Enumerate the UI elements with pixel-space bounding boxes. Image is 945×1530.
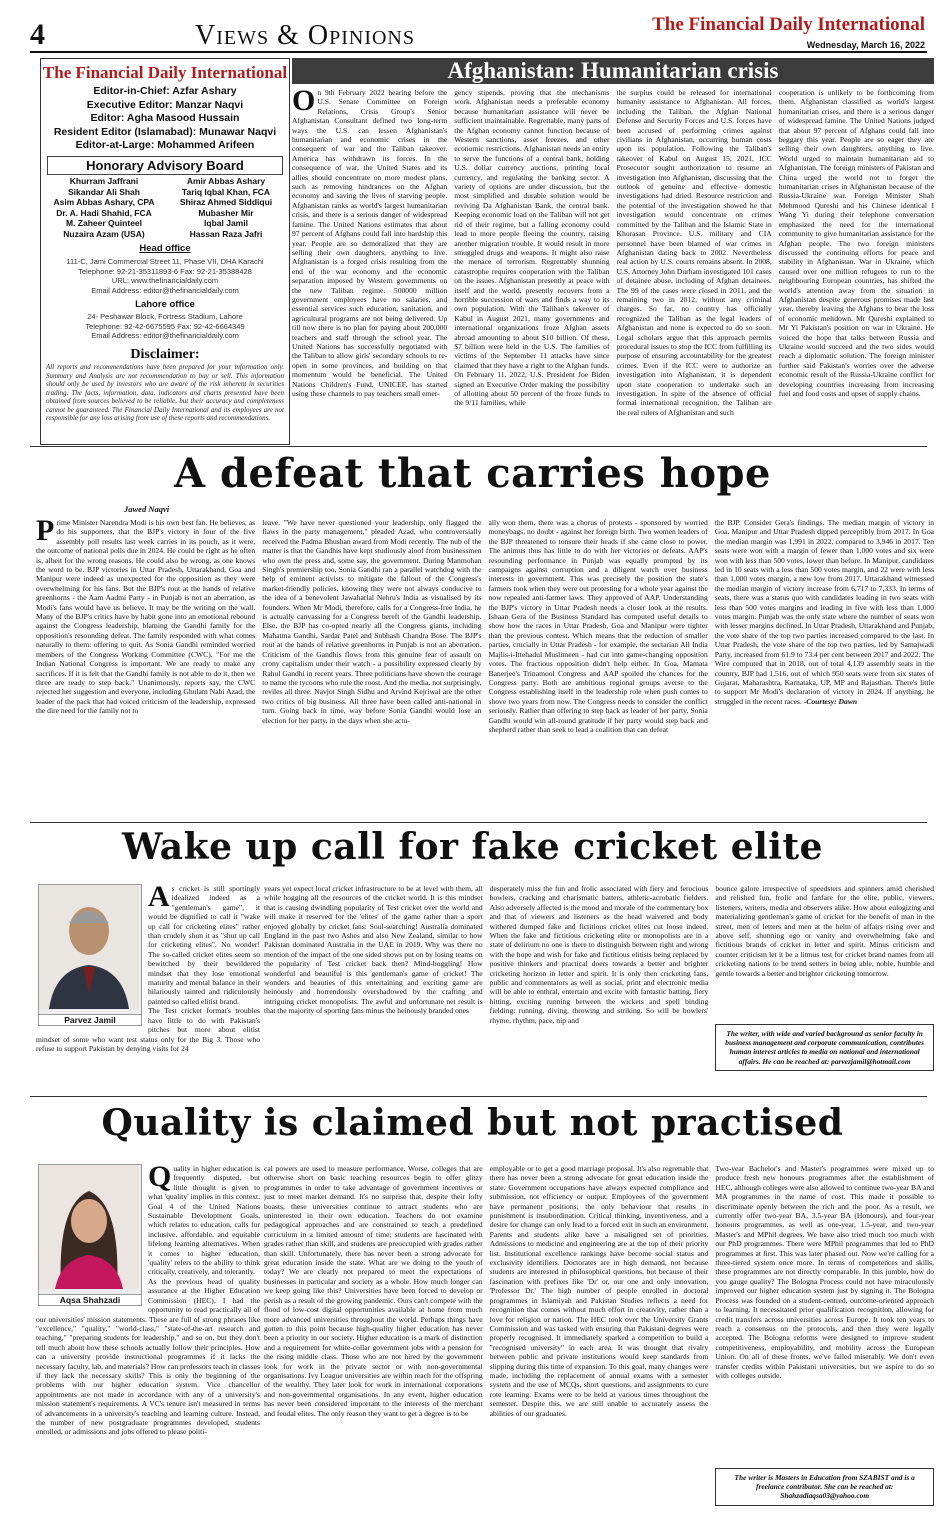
- article-column: employable or to get a good marriage proposal. It's also regrettable that there has never been a strong advocate for great education inside the state. Government occupations have always expected compliance and submission, not efficiency or output. Employees of the government have permanent positions; the only behaviour that results in punishment is insubordination. Critical thinking, inventiveness, and a desire for change can only lead to a forced exit in such an environment. Parents and students alike have a misaligned set of priorities. Admissions to medicine and engineering are at the top of their priority list. Institutional excellence rankings have become social status and exclusivity identifiers. Doctorates are in high demand, not because students are interested in philosophical questions, but because of their fascination with prefixes like 'Dr' or, our one and only innovation, 'Professor Dr.' The high number of people enrolled in doctoral programmes in Islamiyah and Pakistan Studies reflects a need for recognition that comes without much effort in creativity, rather than a love for religion or nation. The HEC took over the University Grants Commission and was tasked with ensuring that Pakistani degrees were properly recognised. It immediately sparked a competition to build a "recognised university" in each area. It was thought that rivalry between public and private institutions would keep standards from slipping during this time of expansion. To this goal, many changes were made, including the replacement of annual exams with a semester system and the use of MCQs, short questions, and assignments to cure rote learning. Exams were to be held at various times throughout the semester. Despite this, we are still unable to accurately assess the abilities of our graduates.: [489, 1164, 709, 1418]
- intro-text: s cricket is still sportingly idealized indeed as a "gentleman's game", it would be dignified to call it "wake up call for cricketing elites" rather than crudely shun it as "shut up call for cricketing elites". No wonder! The so-called cricket elites seem so bewitched by their bewildered mindset that they lose emotional maturity and mental balance in their hilariously tainted and ridiculously painted so called elitist brand.: [148, 884, 260, 1006]
- article-column: [36, 518, 255, 818]
- editor-list: [41, 85, 289, 153]
- advisory-board-title: Honorary Advisory Board: [47, 156, 283, 175]
- board-member: Mubasher Mir: [198, 207, 254, 218]
- dropcap: Q: [148, 1164, 172, 1193]
- photo-spacer: [36, 884, 148, 1030]
- article-column: ally won them, there was a chorus of protests - sponsored by worried moneybags, no doubt - against her foreign birth. Two women leaders of the BJP threatened to tonsure their heads if she came close to power. The animus thus has little to do with her victories or defeats. AAP's resounding performance in Punjab was equally prompted by its campaigns against corruption and a diligent watch over business interests in government. This was precisely the position the state's farmers took when they were out protesting for a whole year against the now repealed anti-farmer laws. They approved of AAP. Understanding the BJP's victory in Uttar Pradesh needs a closer look at the results. Ishaan Gera of the Business Standard has computed useful details to show how the races in Uttar Pradesh, Goa and Manipur were tighter than the previous contest. Which means that the reduction of smaller parties, crucially in Uttar Pradesh - for example, the sectarian All India Majlis-i-Ittehadul Muslimeen - had cut into game-changing opposition votes. The fractious opposition didn't help either. In Goa, Mamata Banerjee's Trinamool Congress and AAP spoiled the chances for the Congress party. Both are ambitious regional groups averse to the Congress establishing itself in the leadership role when push comes to shove two years from now. The Congress needs to consider the conflict seriously. Rather than offering to step back as leader of her party, Sonia Gandhi would win all-round gratitude if her party would step back and shepherd rather than seek to lead a coalition that can defeat: [488, 518, 708, 734]
- column-text: bounce galore irrespective of speedsters and spinners amid cherished and relished fun, frolic and fanfare for the elite, public, viewers, listeners, writers, media and observers alike. How about eulogizing and materializing gentleman's game of cricket for the benefit of man in the street, men of letters and men at the helm of affairs rising over and above self, shunning ego or vanity and overwhelming fake and fictitious brands of cricket in letter and spirit. Minus criticism and counter criticism let it be a litmus test for cricket brand names from all cricketing nations to be trend setters in being able, noble, humble and gentle towards a better and brighter cricketing tomorrow.: [715, 884, 935, 978]
- head-office-address: [41, 257, 289, 295]
- article-column: desperately miss the fun and frolic associated with fiery and ferocious bowlers, cracking and charismatic batters, athletic-acrobatic fielders. Also adversely affected is the mood and morale of the commentary box and that of viewers and listeners as the head waivered and body withered dumped fake and fictitious cricket elites cut loose indeed. When the fake and fictitious cricketing elite or monopolists are in a state of delirium no one is there to distinguish between right and wrong with the hope and wish for fake and fictitious elitists being replaced by positive thinkers and practical doers towards a better and brighter cricketing horizon in letter and spirit. It is only then cricketing fans, public and commentators as well as social, print and electronic media will be able to enthral, entertain and excite with fantastic batting, fiery hitting, exciting running between the wickets and spell binding fielding: running, diving, throwing and striking. So will be bowlers' rhyme, rhythm, pace, nip and: [489, 884, 709, 1025]
- advisory-board-right: [167, 176, 285, 239]
- board-member: Tariq Iqbal Khan, FCA: [181, 186, 271, 197]
- editor-line: Executive Editor: Manzar Naqvi: [86, 98, 244, 111]
- courtesy-note: -Courtesy: Dawn: [803, 696, 858, 706]
- article-column: [715, 1164, 934, 1524]
- photo-spacer: [36, 1164, 148, 1310]
- board-member: Hassan Raza Jafri: [189, 228, 263, 239]
- editor-line: Editor-at-Large: Mohammed Arifeen: [75, 139, 255, 151]
- address-line: Email Address: editor@thefinancialdaily.com: [91, 285, 239, 295]
- article-quality-title: Quality is claimed but not practised: [101, 1102, 844, 1144]
- editor-line: Editor: Agha Masood Hussain: [90, 112, 240, 124]
- board-member: Amir Abbas Ashary: [186, 176, 266, 186]
- head-office-label: Head office: [139, 243, 191, 254]
- header-rule: [30, 51, 927, 53]
- column-text: rime Minister Narendra Modi is his own best fan. He believes, as do his supporters, that the BJP's victory in four of the five assembly poll results last week carries in its pouch, as it were, the outcome of national polls due in 2024. He could be right as he often is, albeit for the wrong reasons. He could also be wrong, as one knows the word to be. BJP victories in Uttar Pradesh, Uttarakhand, Goa and Manipur were indeed as unexpected for the opposition as they were overwhelming for his fans. But the BJP's rout at the hands of relative greenhorns - the Aam Aadmi Party - in Punjab is not an aberration, as Modi's fans would have us believe. It may be the writing on the wall. Many of the BJP's critics have by habit gone into an emotional rebound against the Congress leadership, blaming the Gandhi family for the opposition's resounding defeat. The family responded with what comes naturally to them: offering to quit. As Sonia Gandhi reminded worried members of the Congress Working Committee (CWC), "For me the Indian National Congress is important. We are ready to make any sacrifices. If it is felt that the Gandhi family is not able to do it, then we three are ready to step back." Unanimously, reports say, the CWC rejected her suggestion and everyone, including Ghulam Nabi Azad, the leader of the pack that had voiced criticism of the leadership, expressed the dire need for the family not to: [36, 518, 256, 716]
- editor-line: Resident Editor (Islamabad): Munawar Naqvi: [53, 125, 277, 138]
- author-bio: The writer, with wide and varied background as senior faculty in business management and corporate communication, contributes human interest articles to media on national and international affairs. He can be reached at: parvezjamil@hotmail.com: [715, 1024, 934, 1071]
- section-title: Views & Opinions: [195, 20, 415, 51]
- advisory-board-left: [45, 176, 163, 239]
- article-afghanistan-body: [292, 88, 934, 443]
- article-defeat-body: [36, 518, 934, 818]
- article-column: [715, 518, 934, 818]
- intro-text: uality in higher education is frequently disputed, but little thought is given to what 'quality' implies in this context. Goal 4 of the United Nations Sustainable Development Goals, which relates to education, calls for inclusive, affordable, and equitable lifelong learning alternatives. When it comes to higher education, 'quality' refers to the ability to think critically, creatively, and tolerantly.: [148, 1164, 260, 1277]
- board-member: Asim Abbas Ashary, CPA: [53, 197, 155, 207]
- article-column: years yet expect local cricket infrastructure to be at level with them, all while hogging all the resources of the cricket world. It is this mindset that is causing dwindling popularity of Test cricket over the world and will make it reserved for the 'elites' of the game rather than a sport enjoyed globally by cricket fans: Soul-searching! Australia dominated England in the past two Ashes and also New Zealand, similar to how Pakistan dominated Australia in the UAE in 2019. Why was there no mention of the impact of the one sided shows put on by losing teams on the popularity of Test cricket back then? Mind-boggling! How wonderful and beautiful is this gentleman's game of cricket! The wonders and beauties of this entertaining and exciting game are heinously and horrendously overshadowed by the crafting and intriguing cricket monopolists. The awful and unfortunate net result is that the majority of sporting fans minus the heinously branded ones: [264, 884, 483, 1016]
- board-member: M. Zaheer Quinteel: [65, 218, 143, 228]
- board-member: Sikandar Ali Shah: [68, 186, 140, 197]
- address-line: URL: www.thefinancialdaily.com: [111, 276, 219, 285]
- article-cricket-intro: [36, 884, 260, 1090]
- lahore-office-address: [41, 312, 289, 341]
- article-quality-body: [264, 1164, 934, 1524]
- masthead-title: The Financial Daily International: [42, 63, 288, 82]
- board-member: Dr. A. Hadi Shahid, FCA: [56, 207, 152, 218]
- paper-name: The Financial Daily International: [652, 14, 925, 35]
- column-text: The Test cricket format's troubles have little to do with Pakistan's pitches but more about elitist mindset of some who want test status only for the Big 3. Those who refuse to support Pakistan by denying visits for 24: [36, 1006, 260, 1053]
- address-line: Telephone: 92-42-6675595 Fax: 92-42-6664349: [85, 321, 245, 331]
- article-defeat-byline: Jawed Naqvi: [124, 504, 170, 514]
- article-column: the surplus could be released for international humanity assistance to Afghanistan. All forces, including the Taliban, the Afghan National Defense and Security Forces and U.S. forces have been accused of performing crimes against civilians in Afghanistan, occurring human costs upon its population. Following the Taliban's takeover of Kabul on August 15, 2021, ICC Prosecutor sought authorization to resume an investigation into Afghanistan, discussing that the outlook of genuine and effective domestic investigations had dried. Resource restriction and the potential of the investigation showed he that investigation would concentrate on crimes committed by the Taliban and the Islamic State in Khorasan Province. U.S. military and CIA personnel have been blamed of war crimes in Afghanistan dating back to 2002. Nevertheless real action by U.S. courts remains absent. In 2008, U.S. Attorney John Durham investigated 101 cases of detainee abuse, including of Afghan detainees. The 99 of the cases were closed in 2011, and the remaining two in 2012, without any criminal charges. So far, no country has officially recognized the Taliban as the legal leaders of Afghanistan and none is expected to do so soon. Legal scholars argue that this approach permits procedural issues to stop the ICC from fulfilling its purpose of ensuring accountability for the greatest crimes. Even if the ICC were to authorize an investigation into Afghanistan, it is dependent upon state cooperation to undertake such an investigation. In spite of the absence of official formal international recognition, the Taliban are the real rulers of Afghanistan and such: [616, 88, 772, 417]
- address-line: 24- Peshawar Block, Fortress Stadium, Lahore: [87, 312, 243, 321]
- address-line: 111-C, Jami Commercial Street 11, Phase VII, DHA Karachi: [66, 257, 264, 266]
- disclaimer-text: All reports and recommendations have been prepared for your information only. Summary and Analysis are not recommendation to buy or sell. This information should only be used by investors who are aware of the risk inherent in securities trading. The facts, information, data, indicators and charts presented have been obtained from sources believed to be reliable, but their accuracy and completeness cannot be guaranteed. The Financial Daily International and its employees are not responsible for any loss arising from use of these reports and recommendations.: [46, 363, 284, 422]
- board-member: Nuzaira Azam (USA): [63, 228, 145, 239]
- address-line: Email Address: editor@thefinancialdaily.com: [91, 331, 239, 340]
- article-quality-intro: [36, 1164, 260, 1524]
- dropcap: P: [36, 518, 55, 547]
- article-cricket-body: [264, 884, 934, 1090]
- board-member: Iqbal Jamil: [204, 218, 248, 228]
- editor-line: Editor-in-Chief: Azfar Ashary: [93, 85, 237, 97]
- author-caption: Parvez Jamil: [39, 1014, 141, 1025]
- dropcap: A: [148, 884, 170, 913]
- lahore-office-label: Lahore office: [135, 299, 195, 310]
- section-divider: [30, 446, 927, 447]
- issue-date: Wednesday, March 16, 2022: [806, 40, 925, 50]
- article-defeat-title: A defeat that carries hope: [174, 450, 771, 497]
- article-column: cal powers are used to measure performance. Worse, colleges that are otherwise short on basic teaching resources begin to offer glitzy programmes in order to take advantage of government incentives or just to meet market demand. It's no surprise that, despite their lofty boasts, these universities continue to attract students who are uninterested in their own education. Teachers do not examine pedagogical approaches and are constrained to teach a predefined curriculum in a limited amount of time; students are fascinated with grades rather than skill, and students are preoccupied with grades rather than skill. Unfortunately, there has never been a strong advocate for great education inside the state. What are we doing to the youth of today? We are clearly not prepared to meet the expectations of businesses in particular and society as a whole. How much longer can we keep going like this? Universities have been forced to develop or perish as a result of the growing pandemic. Ours can't compete with the flood of low-cost digital opportunities available at home from much more advanced universities throughout the world. Perhaps things have gotten to this point because high-quality higher education has never been a priority in our society. Higher education is a mark of distinction and a requirement for white-collar government jobs with a pension for the rising middle class. Those who are not hired by the government look for work in the private sector or with non-governmental organisations. Ivy League universities are within reach for the offspring of the wealthy. They later look for work in international corporations and non-governmental organisations. In any event, higher education has never been considered important to the interests of the merchant and feudal elites. The only reason they want to get a degree is to be: [264, 1164, 483, 1418]
- masthead-box: [40, 58, 290, 445]
- author-caption: Aqsa Shahzadi: [39, 1294, 141, 1305]
- disclaimer-title: Disclaimer:: [130, 347, 200, 362]
- address-line: Telephone: 92-21-35311893-6 Fax: 92-21-35388428: [78, 266, 252, 276]
- page-number: 4: [30, 18, 45, 51]
- dropcap: O: [292, 88, 316, 117]
- article-cricket-title: Wake up call for fake cricket elite: [122, 826, 823, 868]
- section-divider: [30, 822, 927, 823]
- article-column: [715, 884, 934, 1090]
- disclaimer: [46, 347, 284, 423]
- article-column: leave. "We have never questioned your leadership, only flagged the flaws in the party management," pleaded Azad, who controversially received the Padma Bhushan award from Modi recently. The nub of the matter is that the Gandhis have kept studiously aloof from businessmen who own the press and, some say, the government. During Manmohan Singh's premiership too, Sonia Gandhi ran a parallel watchdog with the help of eminent activists to mitigate the fallout of the Congress's market-friendly policies, knowing they were not always conducive to the idea of a benevolent Jawaharlal Nehru's India as visualised by its founders. When Mr Modi, therefore, calls for a Congress-free India, he is actually canvassing for a Congress bereft of the Gandhi leadership. Else, the BJP has co-opted nearly all the Congress giants, including Mahatma Gandhi, Sardar Patel and Subhash Chandra Bose. The BJP's rout at the hands of relative greenhorns in Punjab is not an aberration. Criticism of the Gandhis flows from this genuine fear of assault on crony capitalism under their watch - a possibility expressed clearly by Rahul Gandhi in recent years. Three politicians have shown the courage to name the tycoons who rule the roost. And the media, not surprisingly, reviles all three. Navjot Singh Sidhu and Arvind Kejriwal are the other two critics of big business. All three have been called anti-national in turn. Going back in time, way before Sonia Gandhi would lose an election for her party, in the days when she actu-: [262, 518, 482, 725]
- author-bio: The writer is Masters in Education from SZABIST and is a freelance contributor. She can be reached at: Shahzadiaqsa03@yahoo.com: [715, 1468, 934, 1506]
- column-text: Two-year Bachelor's and Master's programmes were mixed up to produce fresh new honours programmes after the establishment of HEC, although colleges were also allowed to continue two-year BA and MA programmes in the name of cost. This made it possible to discriminate openly between the rich and the poor. As a result, we currently offer two-year BA, 3.5-year BA (Honours), and four-year honours programmes, as well as one-year, 1.5-year, and two-year Master's and MPhil degrees. We have also tried much too much with our PhD programmes. There were MPhil programmes that led to PhD programmes at first. This was later phased out. Now we're calling for a three-tiered system once more. In terms of competences and skills, these programmes are not directly comparable. In this jumble, how do you gauge quality? The Bologna Process could not have miraculously improved our higher education system just by signing it. The Bologna Process was founded on a student-centred, outcome-oriented approach to learning. It necessitated prior qualification recognition, allowing for credit transfers across universities across Europe. It took ten years to reach a consensus on the protocols, and then they were legally accepted. The Bologna reforms were designed to improve student competitiveness, employability, and mobility across the European Union. On all of these fronts, we've failed miserably. We don't even transfer credits within Pakistani universities, but we aspire to do so with colleges outside.: [715, 1164, 935, 1380]
- column-text: As the previous head of quality assurance at the Higher Education Commission (HEC), I had the opportunity to read practically all of our universities' mission statements. These are full of strong phrases like "excellence," "quality," "world-class," "state-of-the-art research and teaching," "preparing students for leadership," and so on, but they don't tell much about how these schools actually follow their principles. How can a university provide instructional programmes if it lacks the necessary faculty, lab, and materials? How can professors teach in classes if they lack the necessary skills? This is only the beginning of the problems with our higher education system. Vice chancellor appointments are not made in accordance with any of a university's mission statement's requirements. A VC's tenure isn't measured in terms of advancements in a university's teaching and learning culture. Instead, the number of new postgraduate programmes developed, students enrolled, or admissions and jobs offered to please politi-: [36, 1276, 260, 1437]
- article-afghanistan-title: Afghanistan: Humanitarian crisis: [292, 58, 934, 84]
- article-column: gency stipends, proving that the mechanisms work. Afghanistan needs a preferable economy because humanitarian assistance will never be sufficient maintainable. Regrettable, many parts of the Afghan economy cannot function because of Western sanctions, asset freezes, and other economic restrictions. Afghanistan needs an entity to serve the functions of a central bank, holding U.S. dollar currency auctions, printing local currency, and regulating the banking sector. A variety of options are under discussion, but the most simplified and durable solution would be reviving Da Afghanistan Bank, the central bank. Keeping economic load on the Taliban will not get rid of their regime, but a falling economy could lead to more people fleeing the country, raising another migration trouble. It would result in more smuggled drugs and weapons. It might also raise the menace of terrorism. Regrettably shunning catastrophe requires cooperation with the Taliban on the issues. Afghanistan presently at peace with itself and the world, presently recovers from a horrible succession of wars and finds a way to its own population. With the Taliban's takeover of Kabul in August 2021, many governments and international organizations froze Afghan assets abroad amounting to about $10 billion. Of these, $7 billion were held in the U.S. The families of victims of the September 11 attacks have since claimed that they have a right to the Afghan funds. On February 11, 2022, U.S. President Joe Biden signed an Executive Order making the possibility of allotting about 50 percent of the froze funds to the 9/11 families, while: [454, 88, 610, 408]
- article-column: cooperation is unlikely to be forthcoming from them. Afghanistan classified as world's largest humanitarian crises, and there is a serious danger of widespread famine. The United Nations judged that about 97 percent of Afghans could fall into beggary this year. People are so eager they are selling their own daughters, anything to live. World urged to maintain humanitarian aid to Afghanistan. The foreign ministers of Pakistan and China urged the world not to forget the humanitarian crises in Afghanistan because of the Russia-Ukraine war. Foreign Minister Shah Mehmood Qureshi and his Chinese identical I Wang Yi during their telephone conversation emphasized the need for the international community to give humanitarian assistance for the Afghan people. The two foreign ministers discussed the continuing efforts for peace and stability in Afghanistan. War in Ukraine, which caused over one million refugees to run to the neighbouring European countries, has shifted the world's attention away from the situation in Afghanistan despite generous promises made last year, thereby leaving the Afghans to bear the loss of economic meltdown. Mr Qureshi explained to Mr Yi Pakistan's position on war in Ukraine. He voiced the hope that talks between Russia and Ukraine would succeed and the two sides would reach a diplomatic solution. The foreign minister further said Pakistan's worries over the adverse economic result of the Russia-Ukraine conflict for developing countries increasing from increasing fuel and food costs and upset of supply chains.: [778, 88, 934, 398]
- board-member: Khurram Jaffrani: [69, 176, 139, 186]
- section-divider: [30, 1096, 927, 1097]
- article-column: [292, 88, 447, 443]
- column-text: n 9th February 2022 hearing before the U.S. Senate Committee on Foreign Relations, Crisis Group's Senior Afghanistan Consultant defined two long-term ways the U.S. can lessen Afghanistan's humanitarian and economic crises in the consequent of war and the Taliban takeover. America has withdrawn its forces. In the consequence of war, the United States and its allies should concentrate on more modest plans, such as removing hindrances on the Afghan economy and saving the lives of starving people. Afghanistan ranks as world's largest humanitarian crisis, and there is a serious danger of widespread famine. The United Nations estimates that about 97 percent of Afghans could fall into hardship this year. People are so demoralized that they are selling their own daughters, anything to live. Afghanistan is a forged crisis resulting from the end of the war economy and the economic separation imposed by Western governments on the new Taliban regime. 500000 million government employees have no salaries, and essential services such education, sanitation, and agricultural programs are not being delivered. Up till now there is no plan for paying about 200,000 teachers and staff through the school year. The United Nations has successfully negotiated with the Taliban to allow girls' secondary schools to re-open in some provinces, and building on that momentum would be beneficial. The United Nations Children's Fund, UNICEF, has started using these channels to pay teachers small emer-: [292, 88, 448, 398]
- column-text: the BJP. Consider Gera's findings. The median margin of victory in Goa, Manipur and Uttar Pradesh dipped perceptibly from 2017. In Goa the median margin was 1,991 in 2022, compared to 3,946 in 2017. Ten seats were won with a margin of fewer than 1,000 votes and six were won with less than 500 votes, lower than before. In Manipur, candidates led in 10 seats with a less than 500 votes margin, and 22 were with less than 1,000 votes margin, a new low from 2017. Uttarakhand witnessed the median margin of victory increase from 6,717 to 7,333. In terms of seats, there was a status quo with candidates leading in two seats with less than 500 votes margins and leading in five with less than 1,000 votes margin. Punjab was the only state where the number of seats won with lesser margins declined. In Uttar Pradesh, Uttarakhand and Punjab, the vote share of the top two parties increased compared to the last. In Uttar Pradesh, the vote share of the top two parties, led by Samajwadi Party, increased from 61.9 to 73.4 per cent between 2017 and 2022. The Wire computed that in 2018, out of total 4,139 assembly seats in the country, BJP had 1,516, out of which 950 seats were from six states of Gujarat, Maharashtra, Karnataka, UP, MP and Rajasthan. There's little to support Mr Modi's declaration of victory in 2024. If anything, he struggled in the recent races.: [714, 518, 934, 706]
- board-member: Shiraz Ahmed Siddiqui: [179, 197, 273, 207]
